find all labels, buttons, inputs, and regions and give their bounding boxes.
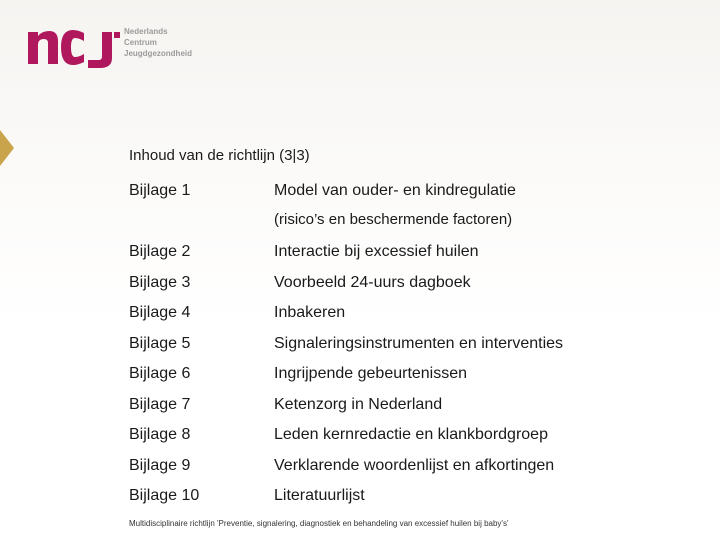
list-item: [129, 426, 649, 448]
appendix-number: Bijlage 4: [129, 304, 191, 321]
appendix-title: Verklarende woordenlijst en afkortingen: [274, 457, 555, 474]
appendix-title: Model van ouder- en kindregulatie: [274, 182, 516, 199]
list-item: [129, 365, 649, 387]
appendix-number: Bijlage 3: [129, 274, 191, 291]
list-item: [129, 304, 649, 326]
appendix-title: Voorbeeld 24-uurs dagboek: [274, 274, 471, 291]
logo-line-3: Jeugdgezondheid: [124, 49, 192, 58]
ncj-logo: [28, 26, 120, 68]
appendix-number: Bijlage 7: [129, 396, 191, 413]
appendix-number: Bijlage 2: [129, 243, 191, 260]
appendix-number: Bijlage 9: [129, 457, 191, 474]
list-item: [129, 182, 649, 228]
appendix-title: Ketenzorg in Nederland: [274, 396, 443, 413]
appendix-number: Bijlage 10: [129, 487, 200, 504]
list-item: [129, 243, 649, 265]
list-item: [129, 274, 649, 296]
logo-line-1: Nederlands: [124, 27, 168, 36]
appendix-title: Interactie bij excessief huilen: [274, 243, 479, 260]
side-arrow-marker: [0, 130, 14, 166]
list-item: [129, 457, 649, 479]
appendix-title: Signaleringsinstrumenten en interventies: [274, 335, 564, 352]
appendix-number: Bijlage 5: [129, 335, 191, 352]
appendix-number: Bijlage 8: [129, 426, 191, 443]
appendix-number: Bijlage 1: [129, 182, 191, 199]
logo-text: [124, 26, 192, 59]
logo-line-2: Centrum: [124, 38, 157, 47]
footer-note: Multidisciplinaire richtlijn 'Preventie, signalering, diagnostiek en behandeling van excessief huilen bij baby's': [129, 519, 509, 528]
page-title: Inhoud van de richtlijn (3|3): [129, 147, 310, 164]
appendix-title: Inbakeren: [274, 304, 346, 321]
appendix-subtitle: (risico’s en beschermende factoren): [274, 211, 513, 228]
appendix-title: Ingrijpende gebeurtenissen: [274, 365, 468, 382]
appendix-title: Literatuurlijst: [274, 487, 365, 504]
appendix-title: Leden kernredactie en klankbordgroep: [274, 426, 548, 443]
list-item: [129, 335, 649, 357]
list-item: [129, 396, 649, 418]
appendix-number: Bijlage 6: [129, 365, 191, 382]
list-item: [129, 487, 649, 509]
